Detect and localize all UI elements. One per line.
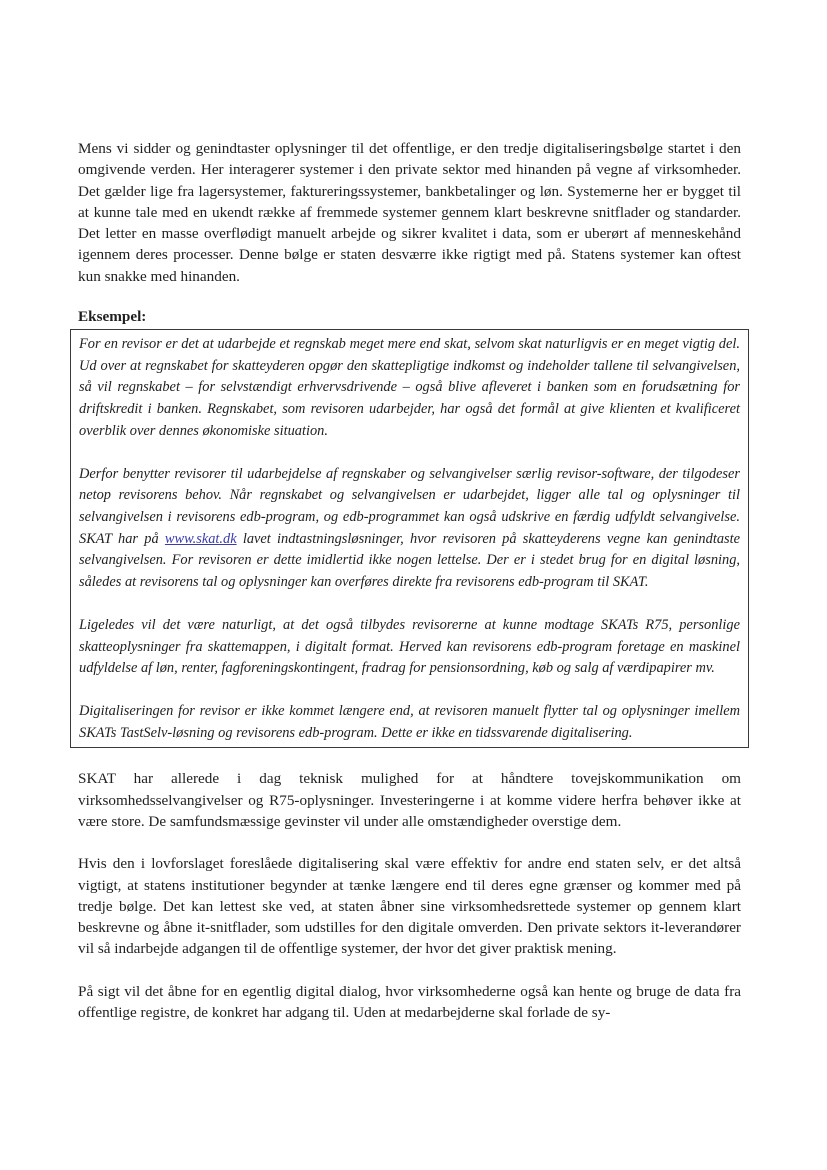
example-heading: Eksempel:: [78, 308, 147, 326]
example-paragraph-2-start: Derfor benytter revisorer til udarbejdelse af regnskaber og selvangivelser særlig revisor-software, der tilgodeser netop revisorens behov. Når regnskabet og selvangivelsen er udarbejdet, ligger alle tal og oplysninger til selvangivelsen i revisorens edb-program, og edb-programmet kan også udskrive en færdig udfyldt selvangivelse. SKAT har på: [79, 465, 740, 547]
example-paragraph-2-end: lavet indtastningsløsninger, hvor revisoren på skatteyderens vegne kan genindtaste selvangivelsen. For revisoren er dette imidlertid ikke nogen lettelse. Der er i stedet brug for en digital løsning, således at revisorens tal og oplysninger kan overføres direkte fra revisorens edb-program til SKAT.: [79, 530, 740, 591]
body-paragraph-3: På sigt vil det åbne for en egentlig digital dialog, hvor virksomhederne også kan hente og bruge de data fra offentlige registre, de konkret har adgang til. Uden at medarbejderne skal forlade de sy-: [78, 982, 741, 1021]
body-paragraph-2: Hvis den i lovforslaget foreslåede digitalisering skal være effektiv for andre end staten selv, er det altså vigtigt, at statens institutioner begynder at tænke længere end til deres egne grænser og kommer med på tredje bølge. Det kan lettest ske ved, at staten åbner sine virksomhedsrettede systemer op gennem klart beskrevne og åbne it-snitflader, som udstilles for den digitale omverden. Den private sektors it-leverandører vil så indarbejde adgangen til de offentlige systemer, der hvor det giver praktisk mening.: [78, 855, 741, 958]
example-box: [70, 329, 749, 748]
body-paragraph-1: SKAT har allerede i dag teknisk mulighed for at håndtere tovejskommunikation om virksomhedsselvangivelser og R75-oplysninger. Investeringerne i at komme videre herfra behøver ikke at være store. De samfundsmæssige gevinster vil under alle omstændigheder overstige dem.: [78, 770, 741, 830]
example-paragraph-2: [79, 464, 740, 594]
example-paragraph-1: For en revisor er det at udarbejde et regnskab meget mere end skat, selvom skat naturligvis er en meget vigtig del. Ud over at regnskabet for skatteyderen opgør den skattepligtige indkomst og indeholder tallene til selvangivelsen, så vil regnskabet – for selvstændigt erhvervsdrivende – også blive afleveret i banken som en forudsætning for driftskredit i banken. Regnskabet, som revisoren udarbejder, har også det formål at give klienten et kvalificeret overblik over dennes økonomiske situation.: [79, 336, 740, 439]
example-paragraph-4: Digitaliseringen for revisor er ikke kommet længere end, at revisoren manuelt flytter tal og oplysninger imellem SKATs TastSelv-løsning og revisorens edb-program. Dette er ikke en tidssvarende digitalisering.: [79, 702, 740, 741]
intro-paragraph: Mens vi sidder og genindtaster oplysninger til det offentlige, er den tredje digitaliseringsbølge startet i den omgivende verden. Her interagerer systemer i den private sektor med hinanden på vegne af virksomheder. Det gælder lige fra lagersystemer, faktureringssystemer, bankbetalinger og løn. Systemerne her er bygget til at kunne tale med en ukendt række af fremmede systemer gennem klart beskrevne snitflader og standarder. Det letter en masse overflødigt manuelt arbejde og sikrer kvalitet i data, som er uberørt af menneskehånd igennem deres processer. Denne bølge er staten desværre ikke rigtigt med på. Statens systemer kan oftest kun snakke med hinanden.: [78, 140, 741, 285]
example-paragraph-3: Ligeledes vil det være naturligt, at det også tilbydes revisorerne at kunne modtage SKATs R75, personlige skatteoplysninger fra skattemappen, i digitalt format. Herved kan revisorens edb-program foretage en maskinel udfyldelse af løn, renter, fagforeningskontingent, fradrag for pensionsordning, køb og salg af værdipapirer mv.: [79, 616, 740, 677]
document-page: [78, 138, 741, 1023]
skat-website-link[interactable]: www.skat.dk: [164, 530, 237, 547]
